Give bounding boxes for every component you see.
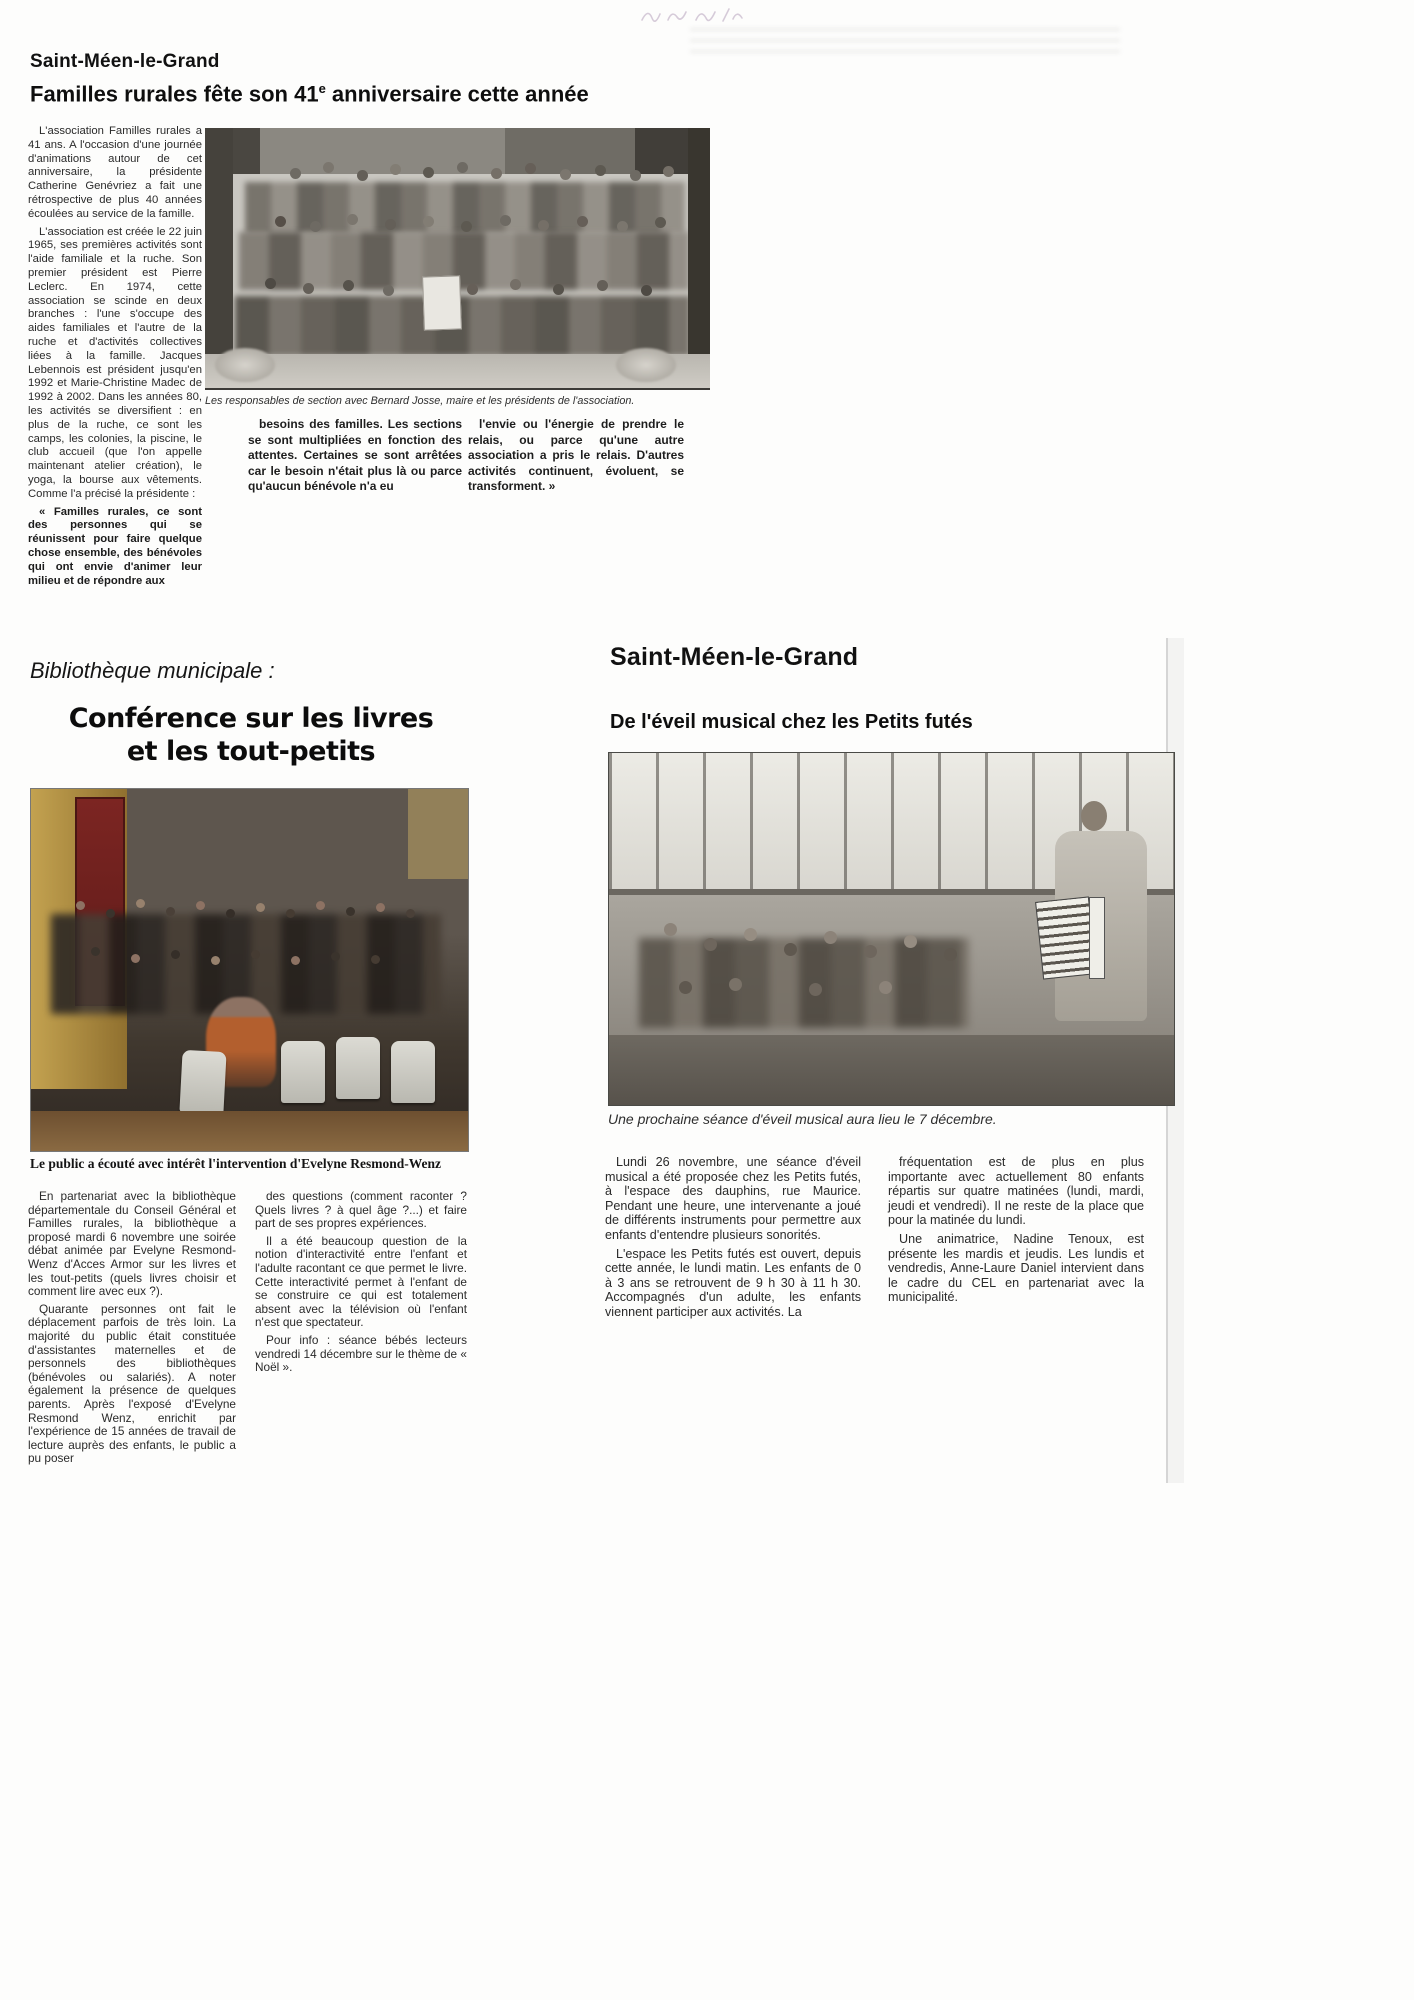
children-heads <box>609 753 622 766</box>
title-text-end: anniversaire cette année <box>325 81 589 107</box>
paragraph: Une animatrice, Nadine Tenoux, est présente les mardis et jeudis. Les lundis et vendredis, Anne-Laure Daniel intervient dans le cadre du CEL en partenariat avec la municipalité. <box>888 1231 1144 1305</box>
music-session-photo <box>608 752 1175 1106</box>
handwritten-annotation <box>638 2 748 28</box>
crowd-row-middle <box>239 232 689 290</box>
children-group <box>639 938 969 1028</box>
paragraph: besoins des familles. Les sections se sont multipliées en fonction des attentes. Certaines se sont arrêtées car le besoin n'était plus là ou parce qu'aucun bénévole n'a eu <box>248 417 462 494</box>
wall-corner <box>408 789 468 879</box>
accordion-player <box>1047 801 1159 1071</box>
article-title <box>30 81 589 107</box>
dark-figure <box>688 128 710 368</box>
empty-chair <box>336 1037 380 1099</box>
player-head <box>1081 801 1107 831</box>
audience-photo <box>30 788 469 1152</box>
title-superscript: e <box>318 81 326 96</box>
article-conference-livres <box>25 650 477 1600</box>
paragraph: L'association est créée le 22 juin 1965, ses premières activités sont l'aide familiale et la ruche. Son premier président est Pierre Leclerc. En 1974, cette association se scinde en deux branches : l'une s'occupe des aides familiales et l'autre de la ruche et d'activités collectives liées à la famille. Jacques Lebennois est président jusqu'en 1992 et Marie-Christine Madec de 1992 à 2002. Dans les années 80, les activités se diversifient : en plus de la ruche, ce sont les camps, les colonies, la piscine, le club accueil (que l'on appelle maintenant atelier création), le yoga, la bourse aux vêtements. Comme l'a précisé la présidente : <box>28 225 202 500</box>
body-column-1 <box>28 1190 236 1470</box>
body-column-1 <box>605 1155 861 1324</box>
article-title <box>25 702 477 768</box>
flower-arrangement-right <box>616 348 676 382</box>
empty-chair <box>281 1041 325 1103</box>
body-column-1 <box>28 125 202 592</box>
paragraph: Pour info : séance bébés lecteurs vendredi 14 décembre sur le thème de « Noël ». <box>255 1332 467 1375</box>
body-column-3 <box>468 417 684 499</box>
article-familles-rurales <box>20 45 722 620</box>
held-poster <box>422 275 462 330</box>
audience-heads <box>31 789 40 798</box>
kicker: Bibliothèque municipale : <box>30 658 275 683</box>
photo-caption: Le public a écouté avec intérêt l'intervention d'Evelyne Resmond-Wenz <box>30 1156 441 1171</box>
paragraph: l'envie ou l'énergie de prendre le relais, ou parce qu'une autre association a pris le relais. D'autres activités continuent, évoluent, se transforment. » <box>468 417 684 494</box>
photo-caption: Les responsables de section avec Bernard Josse, maire et les présidents de l'association. <box>205 395 635 407</box>
title-line-2: et les tout-petits <box>126 736 376 767</box>
section-heading: Saint-Méen-le-Grand <box>610 643 859 671</box>
flower-arrangement-left <box>215 348 275 382</box>
crowd-row-front <box>235 296 690 356</box>
paragraph: L'espace les Petits futés est ouvert, depuis cette année, le lundi matin. Les enfants de 0 à 3 ans se retrouvent de 9 h 30 à 11 h 30. Accompagnés d'un adulte, les enfants viennent participer aux activités. La <box>605 1246 861 1319</box>
body-column-2 <box>888 1155 1144 1309</box>
dark-floor <box>609 1035 1174 1105</box>
body-column-2 <box>255 1190 467 1379</box>
print-through-ghost-text <box>690 28 1120 54</box>
paragraph: Quarante personnes ont fait le déplacement parfois de très loin. La majorité du public était constituée d'assistantes maternelles et de personnels des bibliothèques (bénévoles ou salariés). A noter également la présence de quelques parents. Après l'exposé d'Evelyne Resmond Wenz, enrichit par l'expérience de 15 années de travail de lecture auprès des enfants, le public a pu poser <box>28 1301 236 1466</box>
paragraph: En partenariat avec la bibliothèque départementale du Conseil Général et Familles rurales, la bibliothèque a proposé mardi 6 novembre une soirée débat animée par Evelyne Resmond-Wenz d'Acces Armor sur les livres et les tout-petits (quels livres choisir et comment lire avec eux ?). <box>28 1189 236 1299</box>
quote-paragraph: « Familles rurales, ce sont des personnes qui se réunissent pour faire quelque chose ensemble, des bénévoles qui ont envie d'animer leur milieu et de répondre aux <box>28 505 202 587</box>
doorway-shadow <box>205 128 233 358</box>
title-text: Familles rurales fête son 41 <box>30 81 319 107</box>
article-title: De l'éveil musical chez les Petits futés <box>610 711 973 733</box>
paragraph: fréquentation est de plus en plus importante avec actuellement 80 enfants répartis sur quatre matinées (lundi, mardi, jeudi et vendredi). Il ne reste de la place que pour la matinée du lundi. <box>888 1155 1144 1228</box>
paragraph: L'association Familles rurales a 41 ans. A l'occasion d'une journée d'animations autour de cet anniversaire, la présidente Catherine Genévriez a fait une rétrospective de plus 40 années écoulées au service de la famille. <box>28 125 202 220</box>
title-line-1: Conférence sur les livres <box>68 703 434 734</box>
paragraph: Lundi 26 novembre, une séance d'éveil musical a été proposée chez les Petits futés, à l'espace des dauphins, rue Maurice. Pendant une heure, une intervenante a joué de différents instruments pour permettre aux enfants d'entendre plusieurs sonorités. <box>605 1155 861 1242</box>
article-eveil-musical <box>600 635 1182 1505</box>
accordion-bellows <box>1035 896 1097 979</box>
section-heading: Saint-Méen-le-Grand <box>30 51 220 72</box>
paragraph: Il a été beaucoup question de la notion d'interactivité entre l'enfant et l'adulte racontant ce que permet le livre. Cette interactivité permet à l'enfant de se construire ce qui est totalement absent avec la télévision où l'enfant n'est que spectateur. <box>255 1233 467 1330</box>
group-photo <box>205 128 710 390</box>
accordion-keys <box>1089 897 1105 979</box>
empty-chair <box>179 1050 226 1114</box>
crowd-row-back <box>245 182 685 234</box>
wood-floor <box>31 1111 468 1151</box>
photo-background <box>205 128 710 174</box>
photo-caption: Une prochaine séance d'éveil musical aura lieu le 7 décembre. <box>608 1111 997 1127</box>
body-column-2 <box>248 417 462 499</box>
paragraph: des questions (comment raconter ? Quels livres ? à quel âge ?...) et faire part de ses propres expériences. <box>255 1189 467 1231</box>
empty-chair <box>391 1041 435 1103</box>
